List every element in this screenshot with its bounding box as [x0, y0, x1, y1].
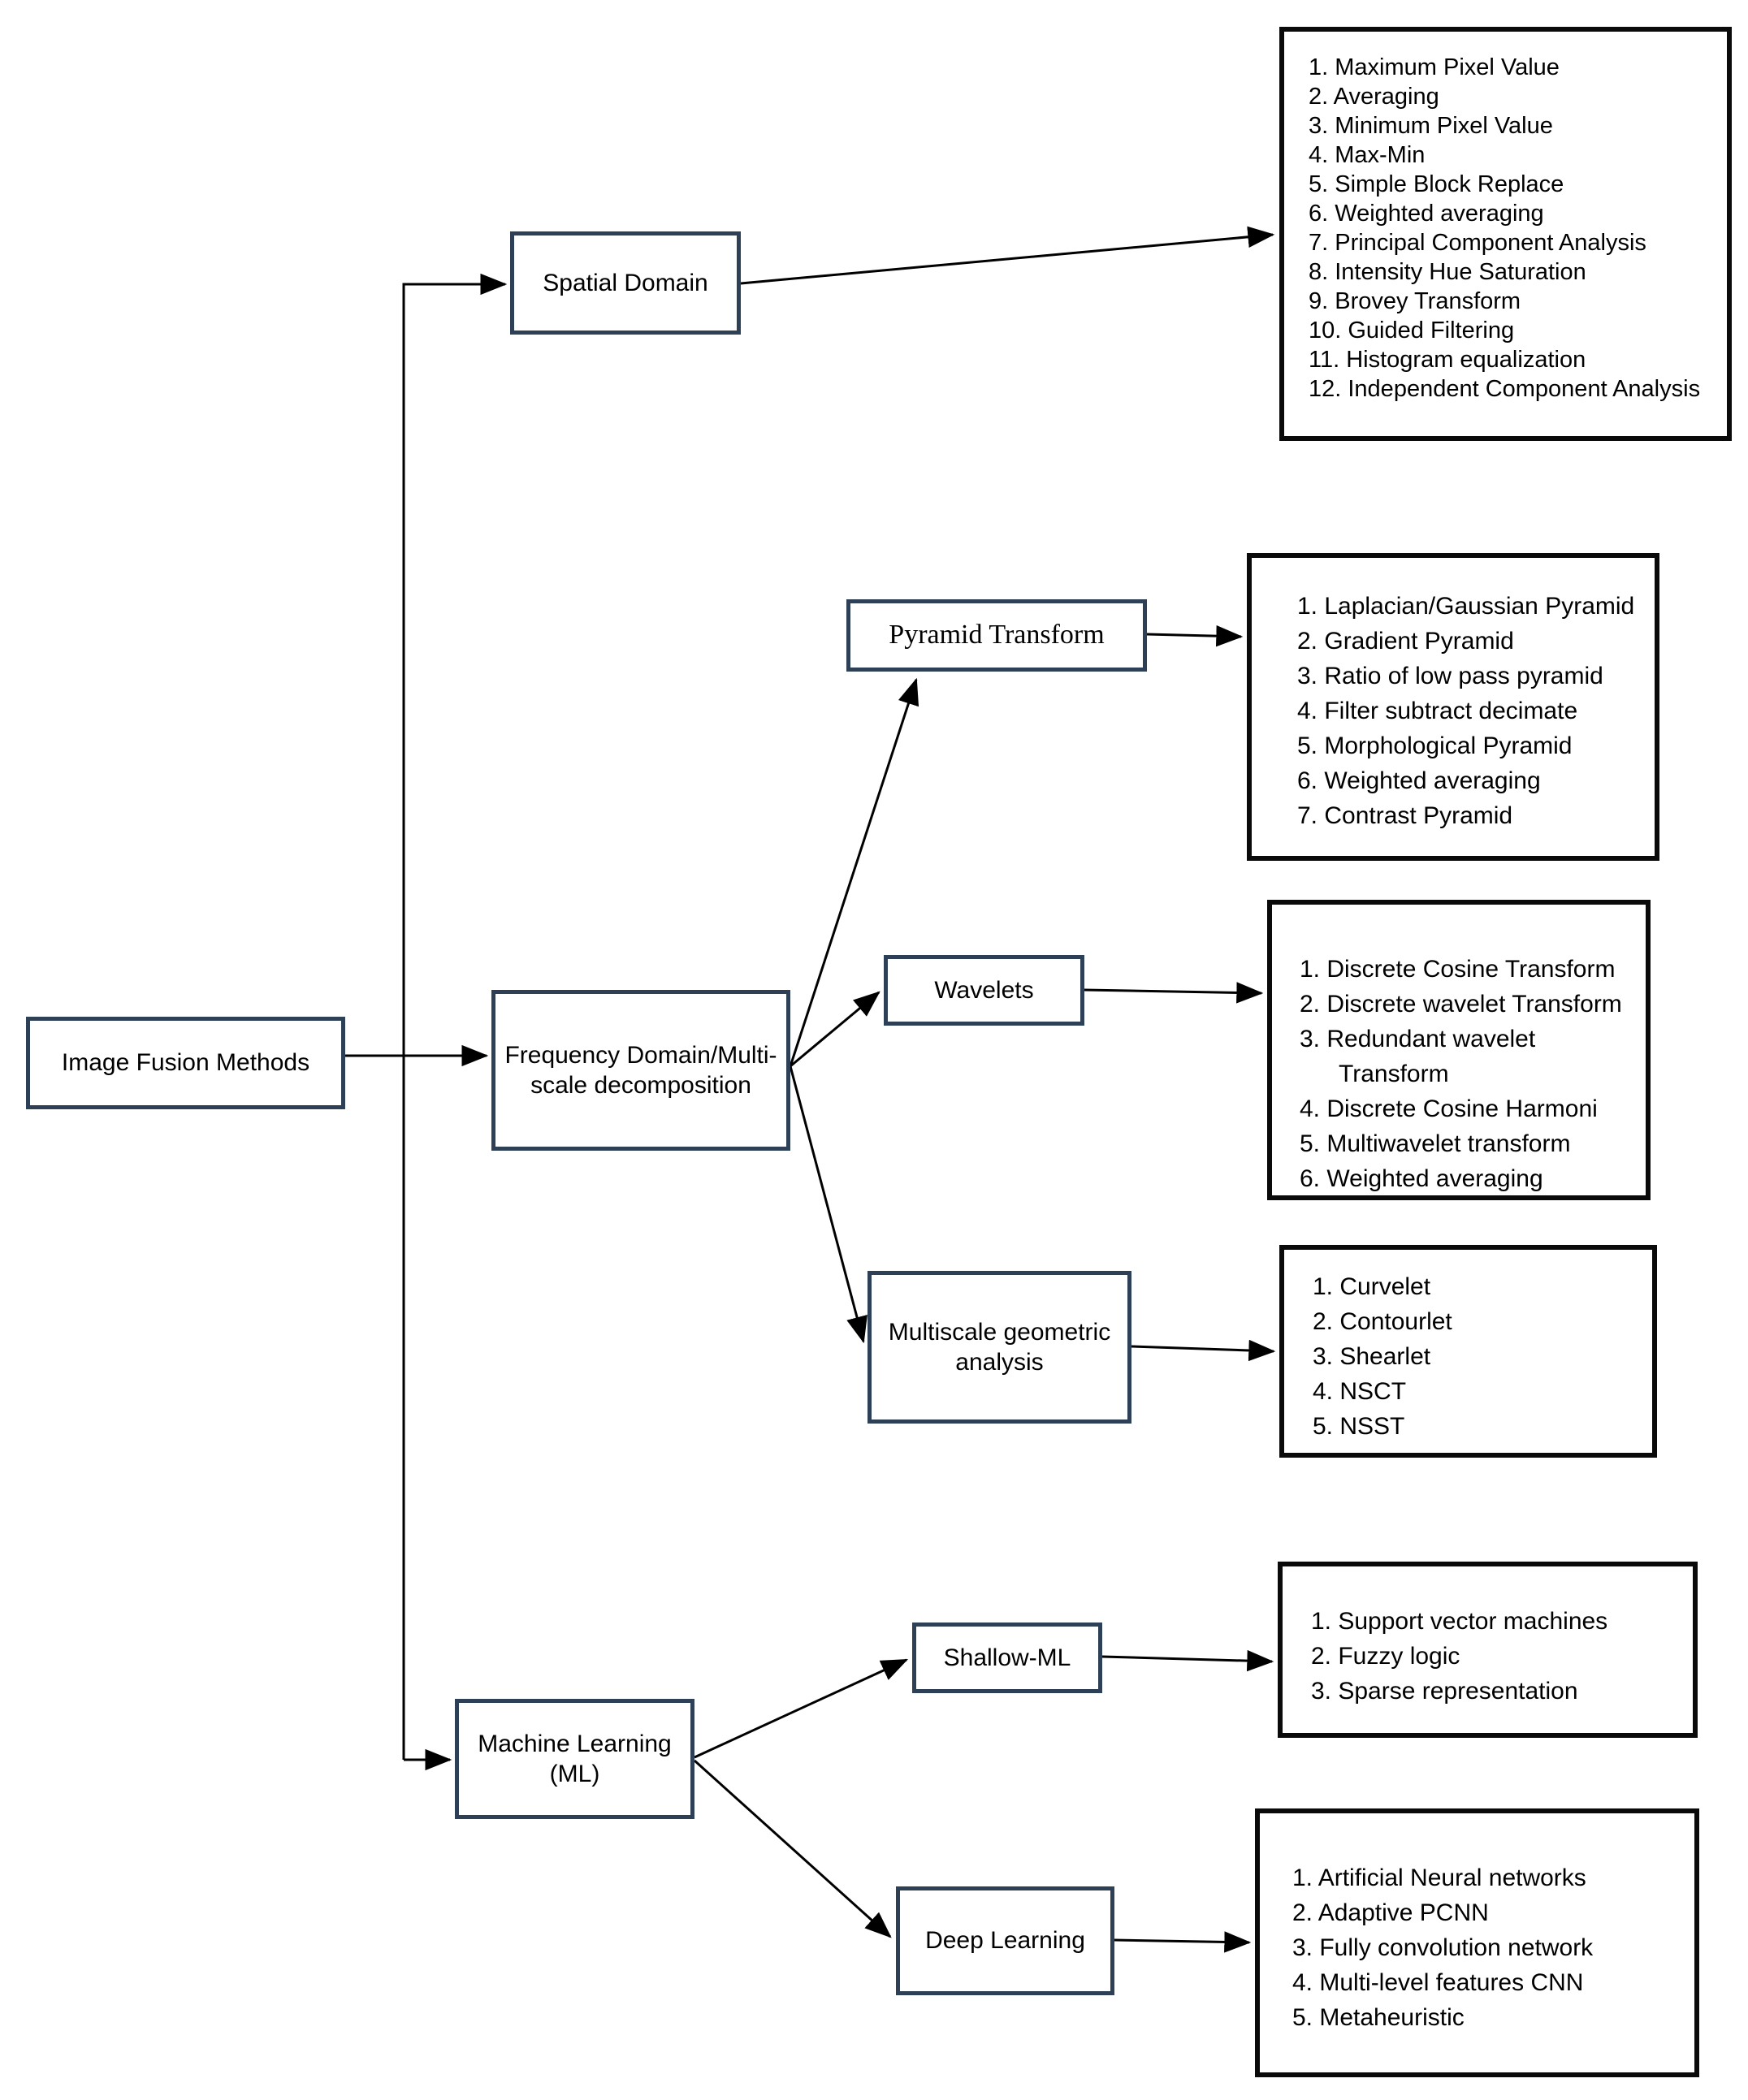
list-item: 1. Discrete Cosine Transform [1300, 956, 1616, 983]
list-item: 5. Morphological Pyramid [1297, 732, 1573, 759]
shallow-ml-methods-list [1278, 1562, 1698, 1738]
list-item: 1. Support vector machines [1311, 1608, 1608, 1635]
list-item: 5. Metaheuristic [1292, 2004, 1465, 2031]
ml-to-shallow-arrow [694, 1660, 906, 1757]
ml-to-deep-arrow [694, 1761, 890, 1937]
node-spatial-domain [510, 231, 741, 335]
list-item: 3. Minimum Pixel Value [1309, 113, 1553, 139]
deep-learning-methods-list [1255, 1808, 1699, 2077]
list-item: 1. Laplacian/Gaussian Pyramid [1297, 593, 1635, 620]
node-label: Deep Learning [925, 1927, 1085, 1955]
node-image-fusion-methods [26, 1017, 345, 1109]
list-item: 2. Fuzzy logic [1311, 1643, 1460, 1670]
list-item: 7. Principal Component Analysis [1309, 230, 1646, 256]
multiscale-to-list-arrow [1131, 1346, 1274, 1351]
node-pyramid-transform [846, 599, 1147, 672]
node-label: Shallow-ML [943, 1644, 1071, 1671]
list-item: 9. Brovey Transform [1309, 288, 1521, 314]
node-label: Frequency Domain/Multi-scale decomposition [504, 1041, 777, 1099]
list-item: 3. Shearlet [1313, 1343, 1431, 1370]
list-item: 7. Contrast Pyramid [1297, 802, 1513, 829]
list-item: 2. Averaging [1309, 84, 1439, 110]
node-deep-learning [896, 1886, 1114, 1995]
list-item: 1. Artificial Neural networks [1292, 1865, 1586, 1891]
list-item: 1. Maximum Pixel Value [1309, 54, 1560, 80]
list-item: 4. Max-Min [1309, 142, 1426, 168]
list-item: 6. Weighted averaging [1297, 767, 1541, 794]
deep-to-list-arrow [1114, 1940, 1249, 1942]
list-item: 3. Ratio of low pass pyramid [1297, 663, 1603, 689]
list-item: 6. Weighted averaging [1300, 1165, 1543, 1192]
list-item: 12. Independent Component Analysis [1309, 376, 1701, 402]
list-item: 5. NSST [1313, 1413, 1405, 1440]
list-item: 8. Intensity Hue Saturation [1309, 259, 1586, 285]
node-label: Spatial Domain [543, 269, 708, 296]
list-item: 2. Contourlet [1313, 1308, 1452, 1335]
list-item: 4. Discrete Cosine Harmoni [1300, 1095, 1598, 1122]
list-item: 3. Redundant wavelet Transform [1300, 1026, 1536, 1087]
list-item: 3. Fully convolution network [1292, 1934, 1594, 1961]
trunk-to-spatial-arrow [404, 284, 505, 1760]
list-item: 2. Gradient Pyramid [1297, 628, 1514, 655]
list-item: 4. Filter subtract decimate [1297, 698, 1578, 724]
list-item: 4. Multi-level features CNN [1292, 1969, 1584, 1996]
wavelets-methods-list [1267, 900, 1651, 1200]
node-machine-learning [455, 1699, 694, 1819]
frequency-to-multiscale-arrow [790, 1066, 863, 1342]
node-multiscale-geometric-analysis [868, 1271, 1131, 1424]
spatial-domain-methods-list [1279, 27, 1732, 441]
shallow-to-list-arrow [1102, 1657, 1272, 1661]
list-item: 2. Adaptive PCNN [1292, 1899, 1489, 1926]
list-item: 5. Multiwavelet transform [1300, 1130, 1571, 1157]
list-item: 10. Guided Filtering [1309, 318, 1515, 344]
list-item: 3. Sparse representation [1311, 1678, 1578, 1705]
multiscale-geometric-methods-list [1279, 1245, 1657, 1458]
wavelets-to-list-arrow [1084, 990, 1261, 993]
list-item: 6. Weighted averaging [1309, 201, 1544, 227]
list-item: 5. Simple Block Replace [1309, 171, 1564, 197]
list-item: 2. Discrete wavelet Transform [1300, 991, 1622, 1018]
node-label: Multiscale geometric analysis [888, 1318, 1111, 1376]
pyramid-transform-methods-list [1247, 553, 1659, 861]
node-frequency-domain [491, 990, 790, 1151]
list-item: 1. Curvelet [1313, 1273, 1431, 1300]
node-shallow-ml [912, 1623, 1102, 1693]
list-item: 4. NSCT [1313, 1378, 1407, 1405]
node-label: Machine Learning (ML) [478, 1730, 672, 1787]
list-item: 11. Histogram equalization [1309, 347, 1586, 373]
node-label: Image Fusion Methods [61, 1049, 310, 1077]
spatial-to-list-arrow [741, 235, 1273, 283]
node-label: Wavelets [934, 976, 1034, 1004]
pyramid-to-list-arrow [1147, 634, 1241, 637]
node-label: Pyramid Transform [889, 620, 1105, 650]
node-wavelets [884, 955, 1084, 1026]
